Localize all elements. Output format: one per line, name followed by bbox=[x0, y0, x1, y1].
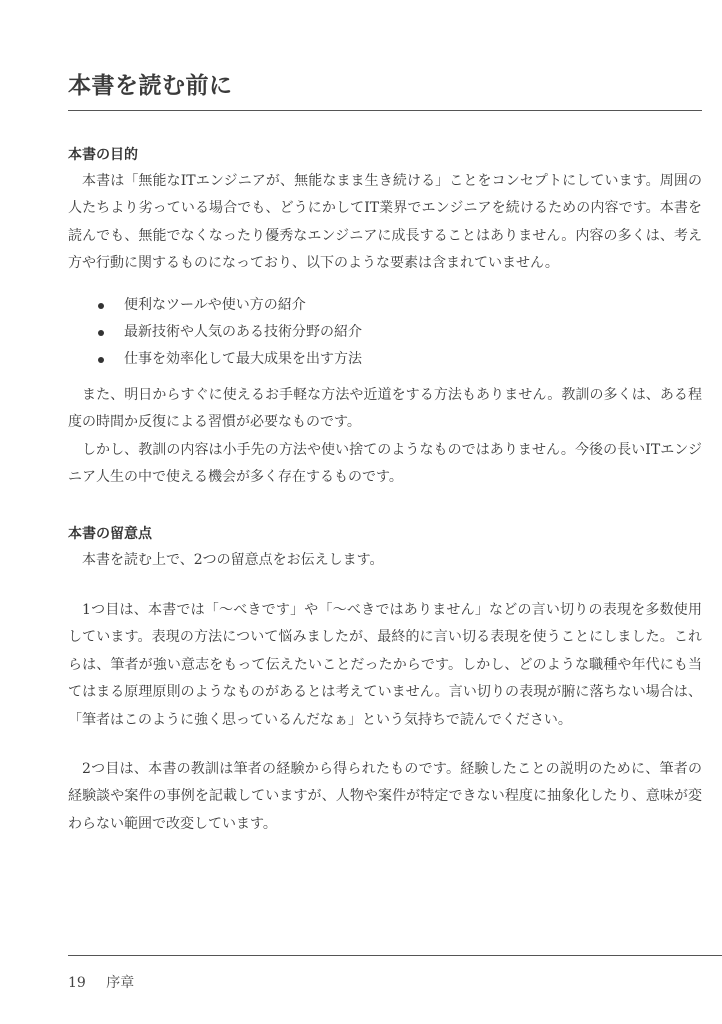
excluded-items-list bbox=[68, 292, 702, 374]
purpose-paragraph-1: 本書は「無能なITエンジニアが、無能なまま生き続ける」ことをコンセプトにしています。周囲の人たちより劣っている場合でも、どうにかしてIT業界でエンジニアを続けるための内容です。本書を読んでも、無能でなくなったり優秀なエンジニアに成長することはありません。内容の多くは、考え方や行動に関するものになっており、以下のような要素は含まれていません。 bbox=[68, 173, 702, 272]
list-item bbox=[68, 292, 702, 319]
list-item-text: 最新技術や人気のある技術分野の紹介 bbox=[124, 324, 362, 341]
page-footer bbox=[68, 972, 134, 994]
section-heading-purpose: 本書の目的 bbox=[68, 147, 138, 163]
bullet-icon bbox=[98, 330, 104, 336]
section-heading-notes: 本書の留意点 bbox=[68, 526, 152, 543]
list-item-text: 便利なツールや使い方の紹介 bbox=[124, 296, 306, 313]
purpose-paragraph-3: しかし、教訓の内容は小手先の方法や使い捨てのようなものではありません。今後の長いITエンジニア人生の中で使える機会が多く存在するものです。 bbox=[68, 441, 702, 486]
list-item bbox=[68, 346, 702, 373]
notes-paragraph-2: 1つ目は、本書では「〜べきです」や「〜べきではありません」などの言い切りの表現を多数使用しています。表現の方法について悩みましたが、最終的に言い切る表現を使うことにしました。これらは、筆者が強い意志をもって伝えたいことだったからです。しかし、どのような職種や年代にも当てはまる原理原則のようなものがあるとは考えていません。言い切りの表現が腑に落ちない場合は、「筆者はこのように強く思っているんだなぁ」という気持ちで読んでください。 bbox=[68, 601, 702, 728]
page-number: 19 bbox=[68, 975, 86, 991]
notes-paragraph-1: 本書を読む上で、2つの留意点をお伝えします。 bbox=[82, 552, 384, 569]
notes-paragraph-3: 2つ目は、本書の教訓は筆者の経験から得られたものです。経験したことの説明のために、筆者の経験談や案件の事例を記載していますが、人物や案件が特定できない程度に抽象化したり、意味が変わらない範囲で改変しています。 bbox=[68, 760, 702, 832]
title-divider bbox=[68, 110, 702, 111]
footer-divider bbox=[68, 955, 722, 956]
main-content bbox=[68, 140, 702, 838]
page-title: 本書を読む前に bbox=[68, 73, 233, 99]
bullet-icon bbox=[98, 357, 104, 363]
list-item-text: 仕事を効率化して最大成果を出す方法 bbox=[124, 351, 362, 368]
bullet-icon bbox=[98, 303, 104, 309]
purpose-paragraph-2: また、明日からすぐに使えるお手軽な方法や近道をする方法もありません。教訓の多くは、ある程度の時間か反復による習慣が必要なものです。 bbox=[68, 386, 702, 431]
chapter-name: 序章 bbox=[106, 975, 135, 991]
list-item bbox=[68, 319, 702, 346]
